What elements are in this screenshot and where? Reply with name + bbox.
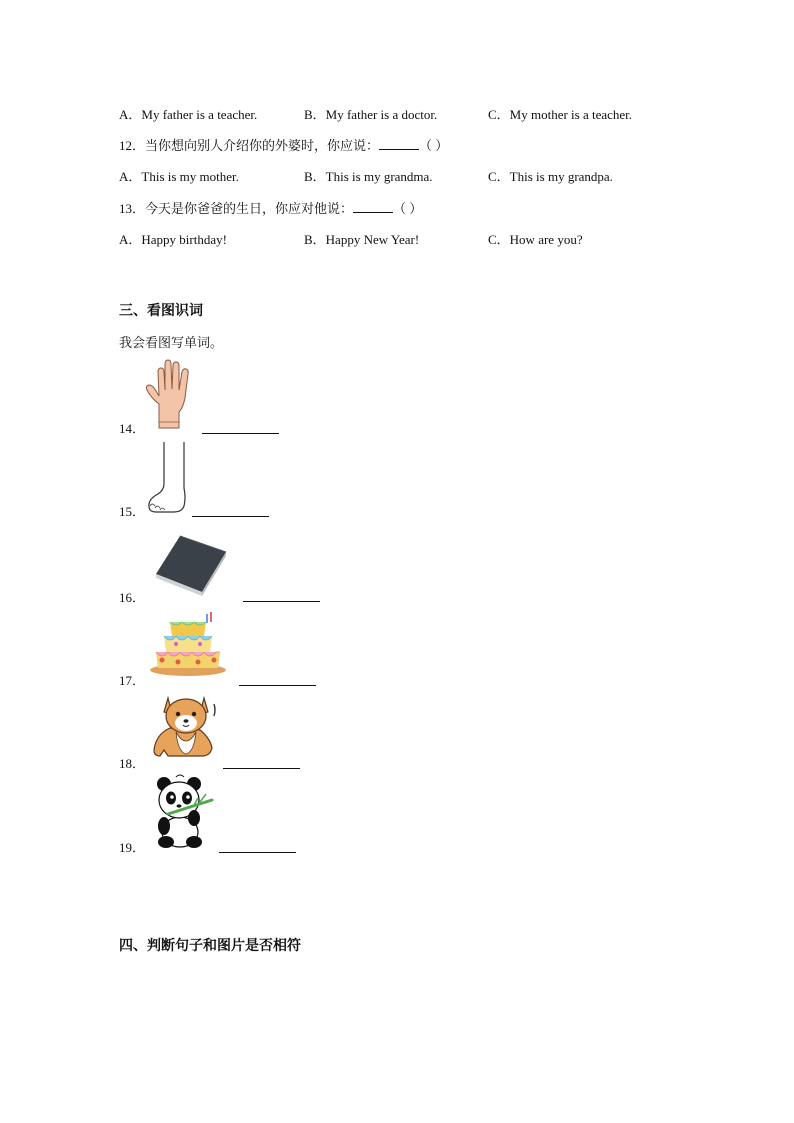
q11-option-c: C．My mother is a teacher. (488, 107, 633, 122)
cake-icon (148, 612, 228, 678)
answer-line-16[interactable] (243, 601, 320, 602)
item-number: 16． (119, 590, 146, 605)
item-number: 19． (119, 840, 146, 855)
q11-option-b: B．My father is a doctor. (304, 107, 438, 122)
q12-stem: 12．当你想向别人介绍你的外婆时，你应说： (119, 138, 380, 153)
answer-line-15[interactable] (192, 516, 269, 517)
item-number: 18． (119, 756, 146, 771)
section3-instruction: 我会看图写单词。 (119, 336, 224, 351)
q12-option-c: C．This is my grandpa. (488, 169, 613, 184)
q11-option-a: A．My father is a teacher. (119, 107, 258, 122)
item-number: 17． (119, 673, 146, 688)
q13-option-b: B．Happy New Year! (304, 232, 420, 247)
panda-icon (150, 774, 216, 850)
answer-line-18[interactable] (223, 768, 300, 769)
foot-icon (144, 440, 190, 516)
q13-option-c: C．How are you? (488, 232, 583, 247)
item-number: 14． (119, 421, 146, 436)
q12-question (119, 135, 448, 154)
answer-line-19[interactable] (219, 852, 296, 853)
hand-icon (145, 358, 195, 430)
q13-paren: （ ） (393, 201, 423, 216)
q13-option-a: A．Happy birthday! (119, 232, 227, 247)
section4-title: 四、判断句子和图片是否相符 (119, 938, 301, 954)
q12-answer-blank[interactable] (379, 137, 419, 150)
book-icon (152, 530, 230, 598)
dog-icon (150, 690, 218, 762)
item-number: 15． (119, 504, 146, 519)
q12-paren: （ ） (419, 138, 449, 153)
q13-answer-blank[interactable] (353, 200, 393, 213)
q13-question (119, 198, 422, 217)
q12-option-b: B．This is my grandma. (304, 169, 433, 184)
q12-option-a: A．This is my mother. (119, 169, 239, 184)
answer-line-17[interactable] (239, 685, 316, 686)
answer-line-14[interactable] (202, 433, 279, 434)
q13-stem: 13．今天是你爸爸的生日，你应对他说： (119, 201, 354, 216)
section3-title: 三、看图识词 (119, 303, 203, 319)
